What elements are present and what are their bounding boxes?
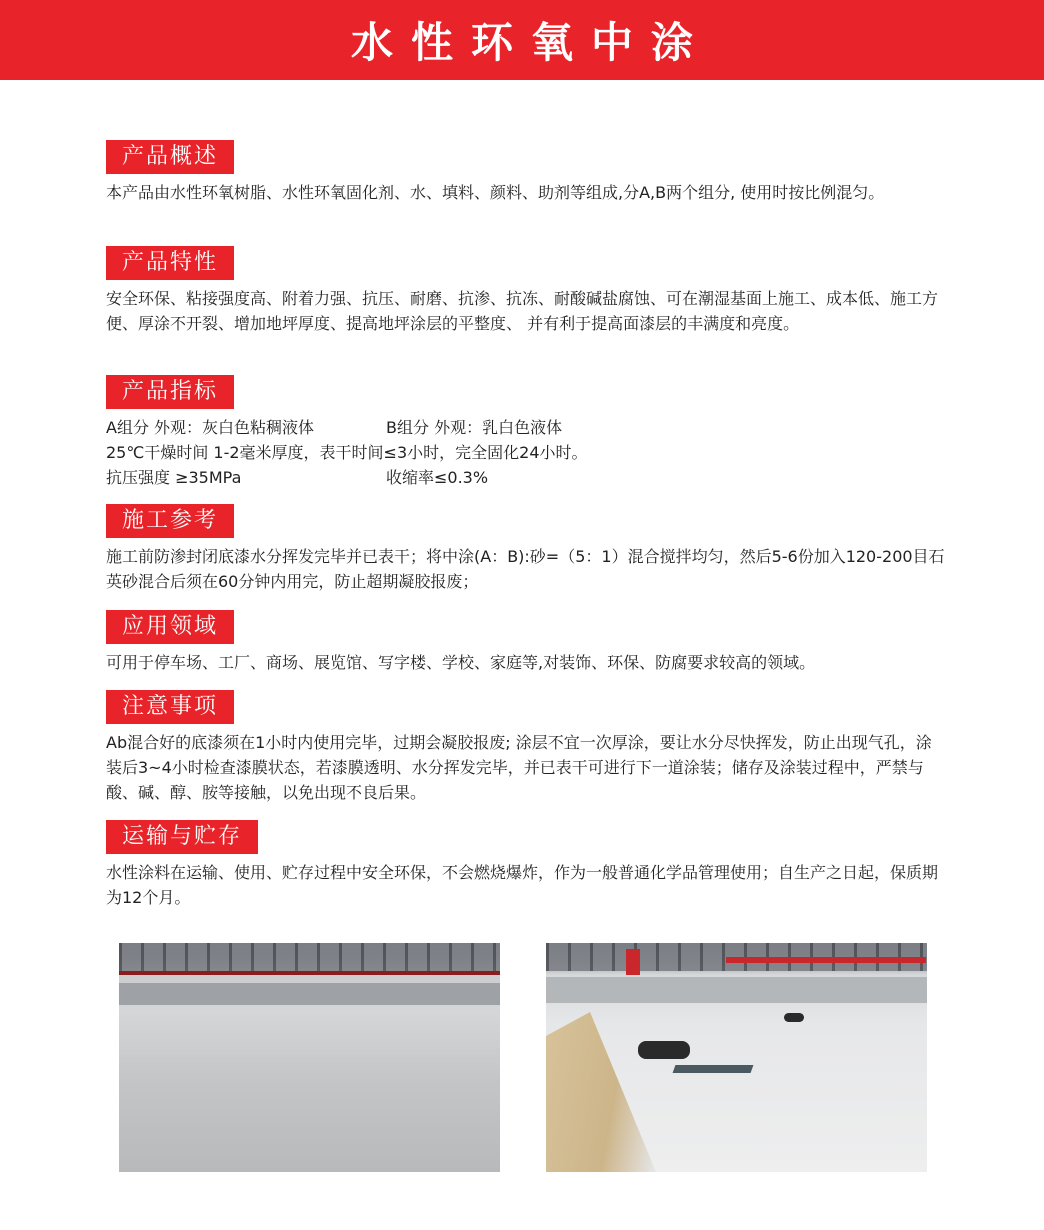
overview-text: 本产品由水性环氧树脂、水性环氧固化剂、水、填料、颜料、助剂等组成,分A,B两个组分, 使用时按比例混匀。	[106, 183, 885, 202]
specs-row-appearance	[106, 415, 946, 440]
section-tag-overview: 产品概述	[106, 140, 234, 174]
construction-text: 施工前防渗封闭底漆水分挥发完毕并已表干；将中涂(A：B):砂=（5：1）混合搅拌均匀，然后5-6份加入120-200目石英砂混合后须在60分钟内用完，防止超期凝胶报废；	[106, 547, 945, 591]
specs-row-strength	[106, 465, 946, 490]
section-tag-application: 应用领域	[106, 610, 234, 644]
application-text: 可用于停车场、工厂、商场、展览馆、写字楼、学校、家庭等,对装饰、环保、防腐要求较高的领域。	[106, 653, 816, 672]
spec-drying-time: 25℃干燥时间 1-2毫米厚度，表干时间≤3小时，完全固化24小时。	[106, 443, 588, 462]
hall-wall	[546, 977, 927, 1003]
section-tag-storage: 运输与贮存	[106, 820, 258, 854]
section-tag-features: 产品特性	[106, 246, 234, 280]
ceiling-truss	[119, 943, 500, 971]
spec-component-b: B组分 外观：乳白色液体	[386, 418, 563, 437]
title-banner	[0, 0, 1044, 80]
worker	[638, 1041, 690, 1059]
red-duct	[626, 949, 640, 975]
section-features	[106, 246, 946, 336]
section-tag-notes: 注意事项	[106, 690, 234, 724]
spec-component-a: A组分 外观：灰白色粘稠液体	[106, 418, 315, 437]
section-construction	[106, 504, 946, 594]
spec-compressive-strength: 抗压强度 ≥35MPa	[106, 468, 242, 487]
floor-photo-finished	[119, 943, 500, 1172]
trowel-board	[673, 1065, 754, 1073]
features-text: 安全环保、粘接强度高、附着力强、抗压、耐磨、抗渗、抗冻、耐酸碱盐腐蚀、可在潮湿基面上施工、成本低、施工方便、厚涂不开裂、增加地坪厚度、提高地坪涂层的平整度、 并有利于提高面漆层的丰满度和亮度。	[106, 289, 939, 333]
section-tag-specs: 产品指标	[106, 375, 234, 409]
notes-text: Ab混合好的底漆须在1小时内使用完毕，过期会凝胶报废; 涂层不宜一次厚涂，要让水分尽快挥发，防止出现气孔，涂装后3~4小时检查漆膜状态，若漆膜透明、水分挥发完毕，并已表干可进行下一道涂装；储存及涂装过程中，严禁与酸、碱、醇、胺等接触，以免出现不良后果。	[106, 733, 932, 802]
section-application	[106, 610, 946, 675]
section-specs	[106, 375, 946, 490]
section-notes	[106, 690, 946, 805]
sand-area	[546, 1012, 656, 1172]
section-overview	[106, 140, 946, 205]
page-title: 水性环氧中涂	[350, 18, 711, 67]
hall-wall	[119, 983, 500, 1005]
storage-text: 水性涂料在运输、使用、贮存过程中安全环保，不会燃烧爆炸，作为一般普通化学品管理使用；自生产之日起，保质期为12个月。	[106, 863, 939, 907]
spec-shrinkage: 收缩率≤0.3%	[386, 468, 489, 487]
worker	[784, 1013, 804, 1022]
specs-block	[106, 415, 946, 490]
floor-photo-in-progress	[546, 943, 927, 1172]
section-tag-construction: 施工参考	[106, 504, 234, 538]
ceiling-beam	[119, 971, 500, 975]
section-storage	[106, 820, 946, 910]
red-duct	[726, 957, 926, 963]
